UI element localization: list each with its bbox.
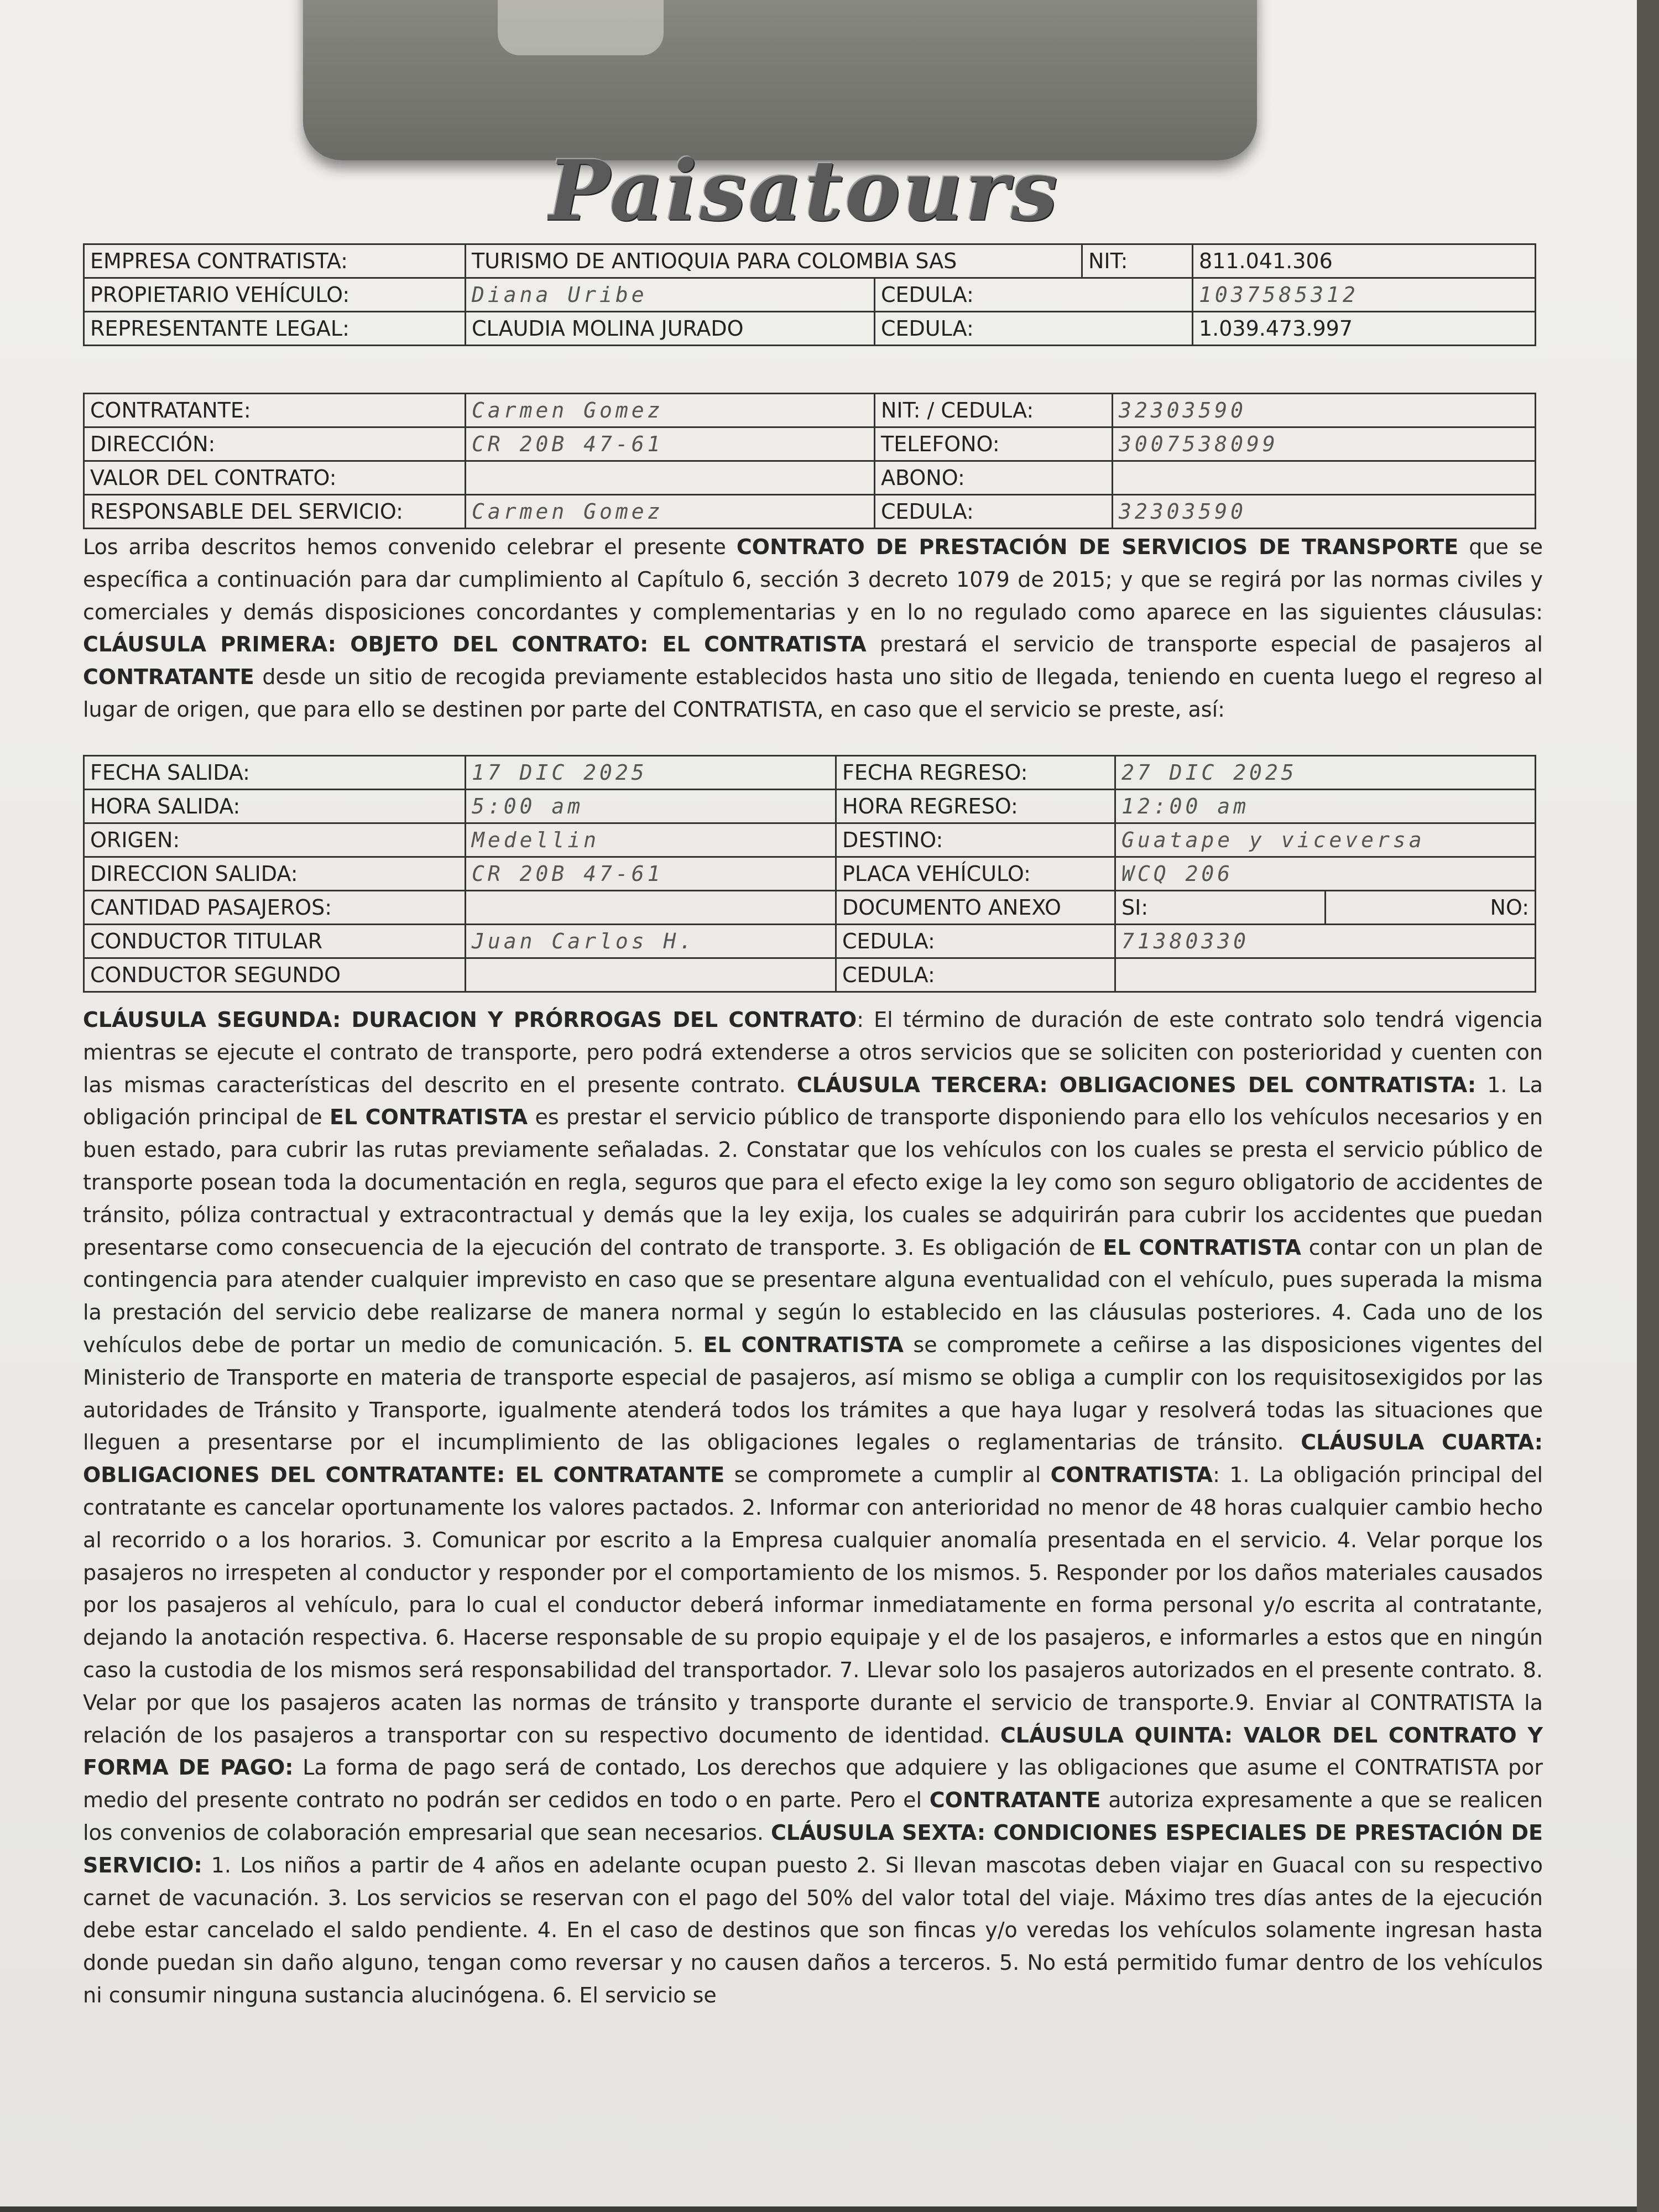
hora-salida-label: HORA SALIDA: [84, 790, 466, 823]
clause-text-1: : El término de duración de este contrato solo tendrá vigencia mientras se ejecute el contrato de transporte, pero podrá extenderse a otros servicios que se soliciten con posterioridad y cuenten con las mismas características del descrito en el presente contrato. [83, 1008, 1543, 1097]
direccion-label: DIRECCIÓN: [84, 427, 466, 461]
hora-regreso-value: 12:00 am [1115, 790, 1536, 823]
contratante-value: Carmen Gomez [466, 394, 875, 427]
fecha-salida-label: FECHA SALIDA: [84, 756, 466, 790]
direccion-salida-value: CR 20B 47-61 [466, 857, 836, 891]
fecha-regreso-label: FECHA REGRESO: [836, 756, 1115, 790]
origen-value: Medellin [466, 823, 836, 857]
table-row [84, 925, 1536, 958]
nit-cedula-label: NIT: / CEDULA: [875, 394, 1113, 427]
conductor-segundo-cedula-label: CEDULA: [836, 958, 1115, 992]
clause-bold-9: CONTRATANTE [929, 1788, 1101, 1813]
company-table [83, 243, 1536, 346]
cantidad-label: CANTIDAD PASAJEROS: [84, 891, 466, 925]
clause-text-7: : 1. La obligación principal del contratante es cancelar oportunamente los valores pactados. 2. Informar con anterioridad no menor de 48 horas cualquier cambio hecho al recorrido o a los horarios. 3. Comunicar por escrito a la Empresa cualquier anomalía presentada en el servicio. 4. Velar porque los pasajeros no irrespeten al conductor y responder por el comportamiento de los mismos. 5. Responder por los daños materiales causados por los pasajeros al vehículo, para lo cual el conductor deberá informar inmediatamente en forma personal y/o escrita al contratante, dejando la anotación respectiva. 6. Hacerse responsable de su propio equipaje y el de los pasajeros, e informarles a estos que en ningún caso la custodia de los mismos será responsabilidad del transportador. 7. Llevar solo los pasajeros autorizados en el presente contrato. 8. Velar por que los pasajeros acaten las normas de tránsito y transporte durante el servicio de transporte.9. Enviar al CONTRATISTA la relación de los pasajeros a transportar con su respectivo documento de identidad. [83, 1463, 1543, 1747]
intro-bold-3: CONTRATANTE [83, 665, 254, 690]
telefono-value: 3007538099 [1113, 427, 1536, 461]
clause-text-8: La forma de pago será de contado, Los derechos que adquiere y las obligaciones que asume el CONTRATISTA por medio del presente contrato no podrán ser cedidos en todo o en parte. Pero el [83, 1755, 1543, 1813]
intro-text-2: que se específica a continuación para dar cumplimiento al Capítulo 6, sección 3 decreto 1079 de 2015; y que se regirá por las normas civiles y comerciales y demás disposiciones concordantes y complementarias y en lo no regulado como aparece en las siguientes cláusulas: [83, 535, 1543, 624]
clause-text-6: se compromete a cumplir al [724, 1463, 1051, 1488]
fecha-salida-value: 17 DIC 2025 [466, 756, 836, 790]
clause-fourth-heading: CLÁUSULA CUARTA: OBLIGACIONES DEL CONTRATANTE: EL CONTRATANTE [83, 1430, 1543, 1488]
clause-bold-3: EL CONTRATISTA [330, 1105, 528, 1130]
table-row [84, 244, 1536, 278]
fecha-regreso-value: 27 DIC 2025 [1115, 756, 1536, 790]
trip-table [83, 755, 1536, 993]
hora-regreso-label: HORA REGRESO: [836, 790, 1115, 823]
clip-hole [498, 0, 664, 55]
contratante-label: CONTRATANTE: [84, 394, 466, 427]
empresa-label: EMPRESA CONTRATISTA: [84, 244, 466, 278]
responsable-value: Carmen Gomez [466, 495, 875, 529]
destino-value: Guatape y viceversa [1115, 823, 1536, 857]
nit-cedula-value: 32303590 [1113, 394, 1536, 427]
table-row [84, 958, 1536, 992]
direccion-salida-label: DIRECCION SALIDA: [84, 857, 466, 891]
clause-text-10: 1. Los niños a partir de 4 años en adelante ocupan puesto 2. Si llevan mascotas deben viajar en Guacal con su respectivo carnet de vacunación. 3. Los servicios se reservan con el pago del 50% del valor total del viaje. Máximo tres días antes de la ejecución debe estar cancelado el saldo pendiente. 4. En el caso de destinos que son fincas y/o veredas los vehículos solamente ingresan hasta donde puedan sin daño alguno, tengan como reversar y no causen daños a terceros. 5. No está permitido fumar dentro de los vehículos ni consumir ninguna sustancia alucinógena. 6. El servicio se [83, 1853, 1543, 2007]
clauses-paragraph [83, 1004, 1543, 2012]
nit-value: 811.041.306 [1193, 244, 1536, 278]
abono-value [1113, 461, 1536, 495]
documento-anexo-label: DOCUMENTO ANEXO [836, 891, 1115, 925]
conductor-segundo-cedula [1115, 958, 1536, 992]
clause-bold-5: EL CONTRATISTA [703, 1332, 904, 1357]
propietario-cedula: 1037585312 [1193, 278, 1536, 312]
valor-label: VALOR DEL CONTRATO: [84, 461, 466, 495]
table-row [84, 495, 1536, 529]
intro-paragraph [83, 531, 1543, 726]
table-row [84, 823, 1536, 857]
intro-text-1: Los arriba descritos hemos convenido celebrar el presente [83, 535, 737, 559]
si-label: SI: [1115, 891, 1326, 925]
representante-cedula-label: CEDULA: [875, 312, 1193, 346]
table-row [84, 312, 1536, 346]
placa-label: PLACA VEHÍCULO: [836, 857, 1115, 891]
responsable-cedula: 32303590 [1113, 495, 1536, 529]
abono-label: ABONO: [875, 461, 1113, 495]
propietario-value: Diana Uribe [466, 278, 875, 312]
clause-sixth-heading: CLÁUSULA SEXTA: CONDICIONES ESPECIALES DE PRESTACIÓN DE SERVICIO: [83, 1820, 1543, 1877]
table-row [84, 756, 1536, 790]
empresa-value: TURISMO DE ANTIOQUIA PARA COLOMBIA SAS [466, 244, 1082, 278]
valor-value [466, 461, 875, 495]
origen-label: ORIGEN: [84, 823, 466, 857]
company-logo: Paisatours [547, 142, 1060, 239]
clause-text-2: 1. La obligación principal de [83, 1072, 1543, 1130]
telefono-label: TELEFONO: [875, 427, 1113, 461]
destino-label: DESTINO: [836, 823, 1115, 857]
intro-bold-1: CONTRATO DE PRESTACIÓN DE SERVICIOS DE TRANSPORTE [736, 535, 1459, 559]
cantidad-value [466, 891, 836, 925]
clause-text-5: se compromete a ceñirse a las disposiciones vigentes del Ministerio de Transporte en materia de transporte especial de pasajeros, así mismo se obliga a cumplir con los requisitosexigidos por las autoridades de Tránsito y Transporte, igualmente atenderá todos los trámites a que haya lugar y resolverá todas las situaciones que lleguen a presentarse por el incumplimiento de las obligaciones legales o reglamentarias de tránsito. [83, 1332, 1543, 1455]
table-row [84, 857, 1536, 891]
clause-bold-4: EL CONTRATISTA [1103, 1235, 1301, 1260]
conductor-segundo-value [466, 958, 836, 992]
clause-text-9: autoriza expresamente a que se realicen los convenios de colaboración empresarial que sean necesarios. [83, 1788, 1543, 1845]
conductor-titular-label: CONDUCTOR TITULAR [84, 925, 466, 958]
table-row [84, 278, 1536, 312]
representante-value: CLAUDIA MOLINA JURADO [466, 312, 875, 346]
propietario-label: PROPIETARIO VEHÍCULO: [84, 278, 466, 312]
representante-cedula: 1.039.473.997 [1193, 312, 1536, 346]
responsable-cedula-label: CEDULA: [875, 495, 1113, 529]
placa-value: WCQ 206 [1115, 857, 1536, 891]
clause-text-4: contar con un plan de contingencia para atender cualquier imprevisto en caso que se presentare alguna eventualidad con el vehículo, pues superada la misma la prestación del servicio debe realizarse de manera normal y según lo establecido en las cláusulas posteriores. 4. Cada uno de los vehículos debe de portar un medio de comunicación. 5. [83, 1235, 1543, 1357]
conductor-titular-cedula: 71380330 [1115, 925, 1536, 958]
contratante-table [83, 393, 1536, 529]
table-row [84, 461, 1536, 495]
table-row [84, 891, 1536, 925]
conductor-titular-cedula-label: CEDULA: [836, 925, 1115, 958]
clipboard-clip [303, 0, 1257, 160]
direccion-value: CR 20B 47-61 [466, 427, 875, 461]
intro-text-4: desde un sitio de recogida previamente establecidos hasta uno sitio de llegada, teniendo en cuenta luego el regreso al lugar de origen, que para ello se destinen por parte del CONTRATISTA, en caso que el servicio se preste, así: [83, 665, 1543, 722]
table-row [84, 790, 1536, 823]
clause-fifth-heading: CLÁUSULA QUINTA: VALOR DEL CONTRATO Y FORMA DE PAGO: [83, 1723, 1543, 1780]
clause-second-heading: CLÁUSULA SEGUNDA: DURACION Y PRÓRROGAS DEL CONTRATO [83, 1008, 857, 1032]
background-edge [1637, 0, 1659, 2212]
conductor-titular-value: Juan Carlos H. [466, 925, 836, 958]
no-label: NO: [1326, 891, 1536, 925]
table-row [84, 427, 1536, 461]
clause-bold-7: CONTRATISTA [1050, 1463, 1213, 1488]
nit-label: NIT: [1082, 244, 1193, 278]
clause-third-heading: CLÁUSULA TERCERA: OBLIGACIONES DEL CONTRATISTA: [796, 1072, 1477, 1097]
clause-first-heading: CLÁUSULA PRIMERA: OBJETO DEL CONTRATO: EL CONTRATISTA [83, 632, 867, 657]
intro-text-3: prestará el servicio de transporte especial de pasajeros al [866, 632, 1543, 657]
responsable-label: RESPONSABLE DEL SERVICIO: [84, 495, 466, 529]
clause-text-3: es prestar el servicio público de transporte disponiendo para ello los vehículos necesarios y en buen estado, para cubrir las rutas previamente señaladas. 2. Constatar que los vehículos con los cuales se presta el servicio público de transporte posean toda la documentación en regla, seguros que para el efecto exige la ley como son seguro obligatorio de accidentes de tránsito, póliza contractual y extracontractual y demás que la ley exija, los cuales se adquirirán para cubrir los accidentes que puedan presentarse como consecuencia de la ejecución del contrato de transporte. 3. Es obligación de [83, 1105, 1543, 1260]
propietario-cedula-label: CEDULA: [875, 278, 1193, 312]
table-row [84, 394, 1536, 427]
representante-label: REPRESENTANTE LEGAL: [84, 312, 466, 346]
hora-salida-value: 5:00 am [466, 790, 836, 823]
conductor-segundo-label: CONDUCTOR SEGUNDO [84, 958, 466, 992]
